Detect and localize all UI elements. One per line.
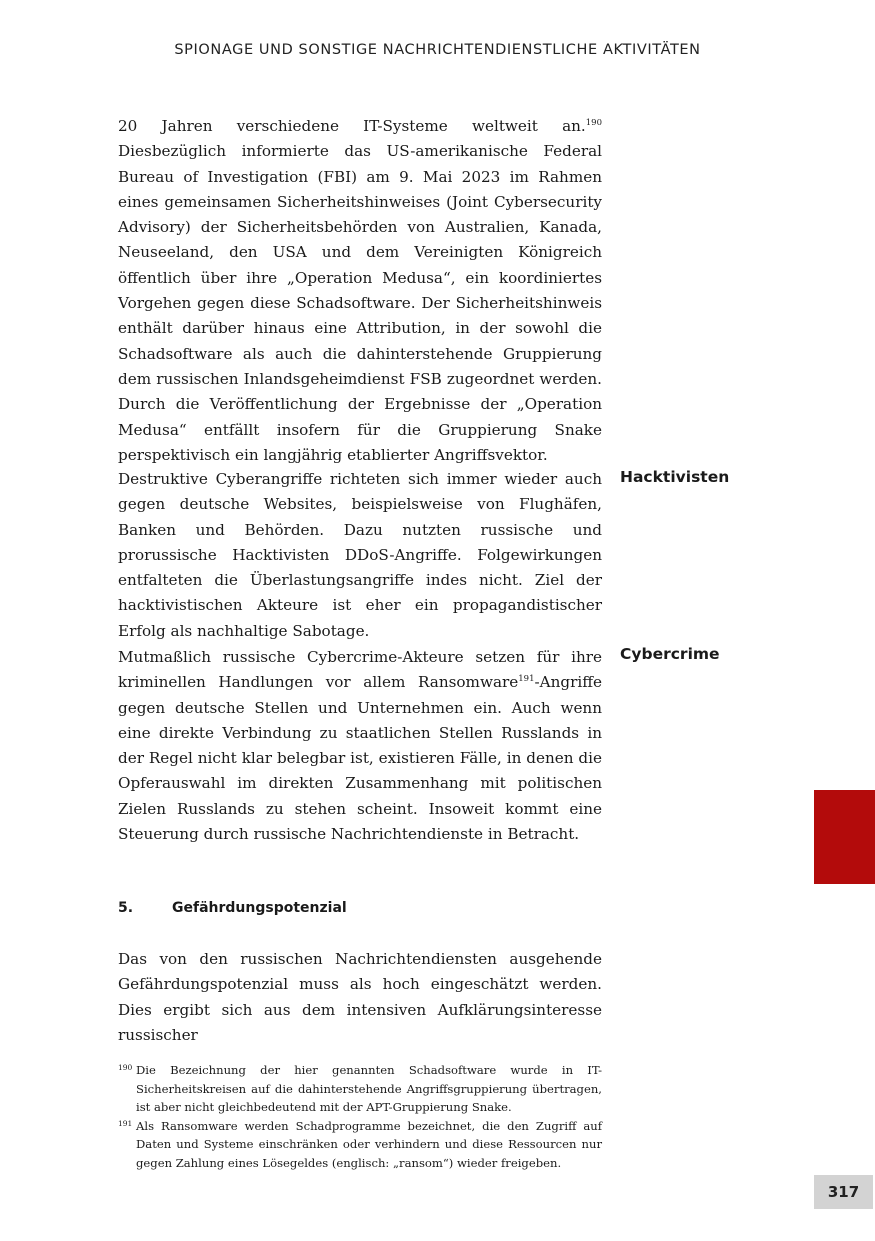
footnote-191 — [118, 1117, 602, 1173]
paragraph-text: 20 Jahren verschiedene IT-Systeme weltweit an. — [118, 117, 586, 135]
section-title: Gefährdungspotenzial — [172, 900, 347, 916]
margin-note-hacktivisten: Hacktivisten — [620, 468, 730, 486]
section-heading — [118, 900, 347, 916]
footnote-190 — [118, 1061, 602, 1117]
body-paragraph-cybercrime — [118, 645, 602, 847]
body-paragraph-gefaehrdungspotenzial: Das von den russischen Nachrichtendiensten ausgehende Gefährdungspotenzial muss als hoch eingeschätzt werden. Dies ergibt sich aus dem intensiven Aufklärungsinteresse russischer — [118, 950, 602, 1044]
paragraph-text: -Angriffe gegen deutsche Stellen und Unternehmen ein. Auch wenn eine direkte Verbindung zu staatlichen Stellen Russlands in der Regel nicht klar belegbar ist, existieren Fälle, in denen die Opferauswahl im direkten Zusammenhang mit politischen Zielen Russlands zu stehen scheint. Insoweit kommt eine Steuerung durch russische Nachrichtendienste in Betracht. — [118, 673, 602, 844]
body-paragraph-operation-medusa — [118, 114, 602, 468]
body-paragraph-hacktivisten: Destruktive Cyberangriffe richteten sich immer wieder auch gegen deutsche Websites, beispielsweise von Flughäfen, Banken und Behörden. Dazu nutzten russische und prorussische Hacktivisten DDoS-Angriffe. Folgewirkungen entfalteten die Überlastungsangriffe indes nicht. Ziel der hacktivistischen Akteure ist eher ein propagandistischer Erfolg als nachhaltige Sabotage. — [118, 470, 602, 640]
footnotes — [118, 1061, 602, 1173]
footnote-ref-191[interactable]: 191 — [518, 674, 535, 685]
paragraph-text: Mutmaßlich russische Cybercrime-Akteure setzen für ihre kriminellen Handlungen vor allem Ransomware — [118, 648, 602, 692]
running-header: SPIONAGE UND SONSTIGE NACHRICHTENDIENSTLICHE AKTIVITÄTEN — [174, 42, 701, 58]
footnote-text: Die Bezeichnung der hier genannten Schadsoftware wurde in IT-Sicherheitskreisen auf die dahinterstehende Angriffsgruppierung übertragen, ist aber nicht gleichbedeutend mit der APT-Gruppierung Snake. — [136, 1063, 602, 1115]
chapter-tab-marker — [814, 790, 875, 884]
footnote-text: Als Ransomware werden Schadprogramme bezeichnet, die den Zugriff auf Daten und Systeme einschränken oder verhindern und diese Ressourcen nur gegen Zahlung eines Lösegeldes (englisch: „ransom“) wieder freigeben. — [136, 1118, 602, 1170]
footnote-ref-190[interactable]: 190 — [585, 118, 602, 128]
footnote-number: 190 — [118, 1063, 133, 1072]
margin-note-cybercrime: Cybercrime — [620, 645, 720, 663]
section-number: 5. — [118, 900, 134, 916]
footnote-number: 191 — [118, 1118, 133, 1128]
paragraph-text: Diesbezüglich informierte das US-amerikanische Federal Bureau of Investigation (FBI) am 9. Mai 2023 im Rahmen eines gemeinsamen Sicherheitshinweises (Joint Cybersecurity Advisory) der Sicherheitsbehörden von Australien, Kanada, Neuseeland, den USA und dem Vereinigten Königreich öffentlich über ihre „Operation Medusa“, ein koordiniertes Vorgehen gegen diese Schadsoftware. Der Sicherheitshinweis enthält darüber hinaus eine Attribution, in der sowohl die Schadsoftware als auch die dahinterstehende Gruppierung dem russischen Inlandsgeheimdienst FSB zugeordnet werden. Durch die Veröffentlichung der Ergebnisse der „Operation Medusa“ entfällt insofern für die Gruppierung Snake perspektivisch ein langjährig etablierter Angriffsvektor. — [118, 142, 602, 464]
page-number: 317 — [814, 1175, 873, 1209]
